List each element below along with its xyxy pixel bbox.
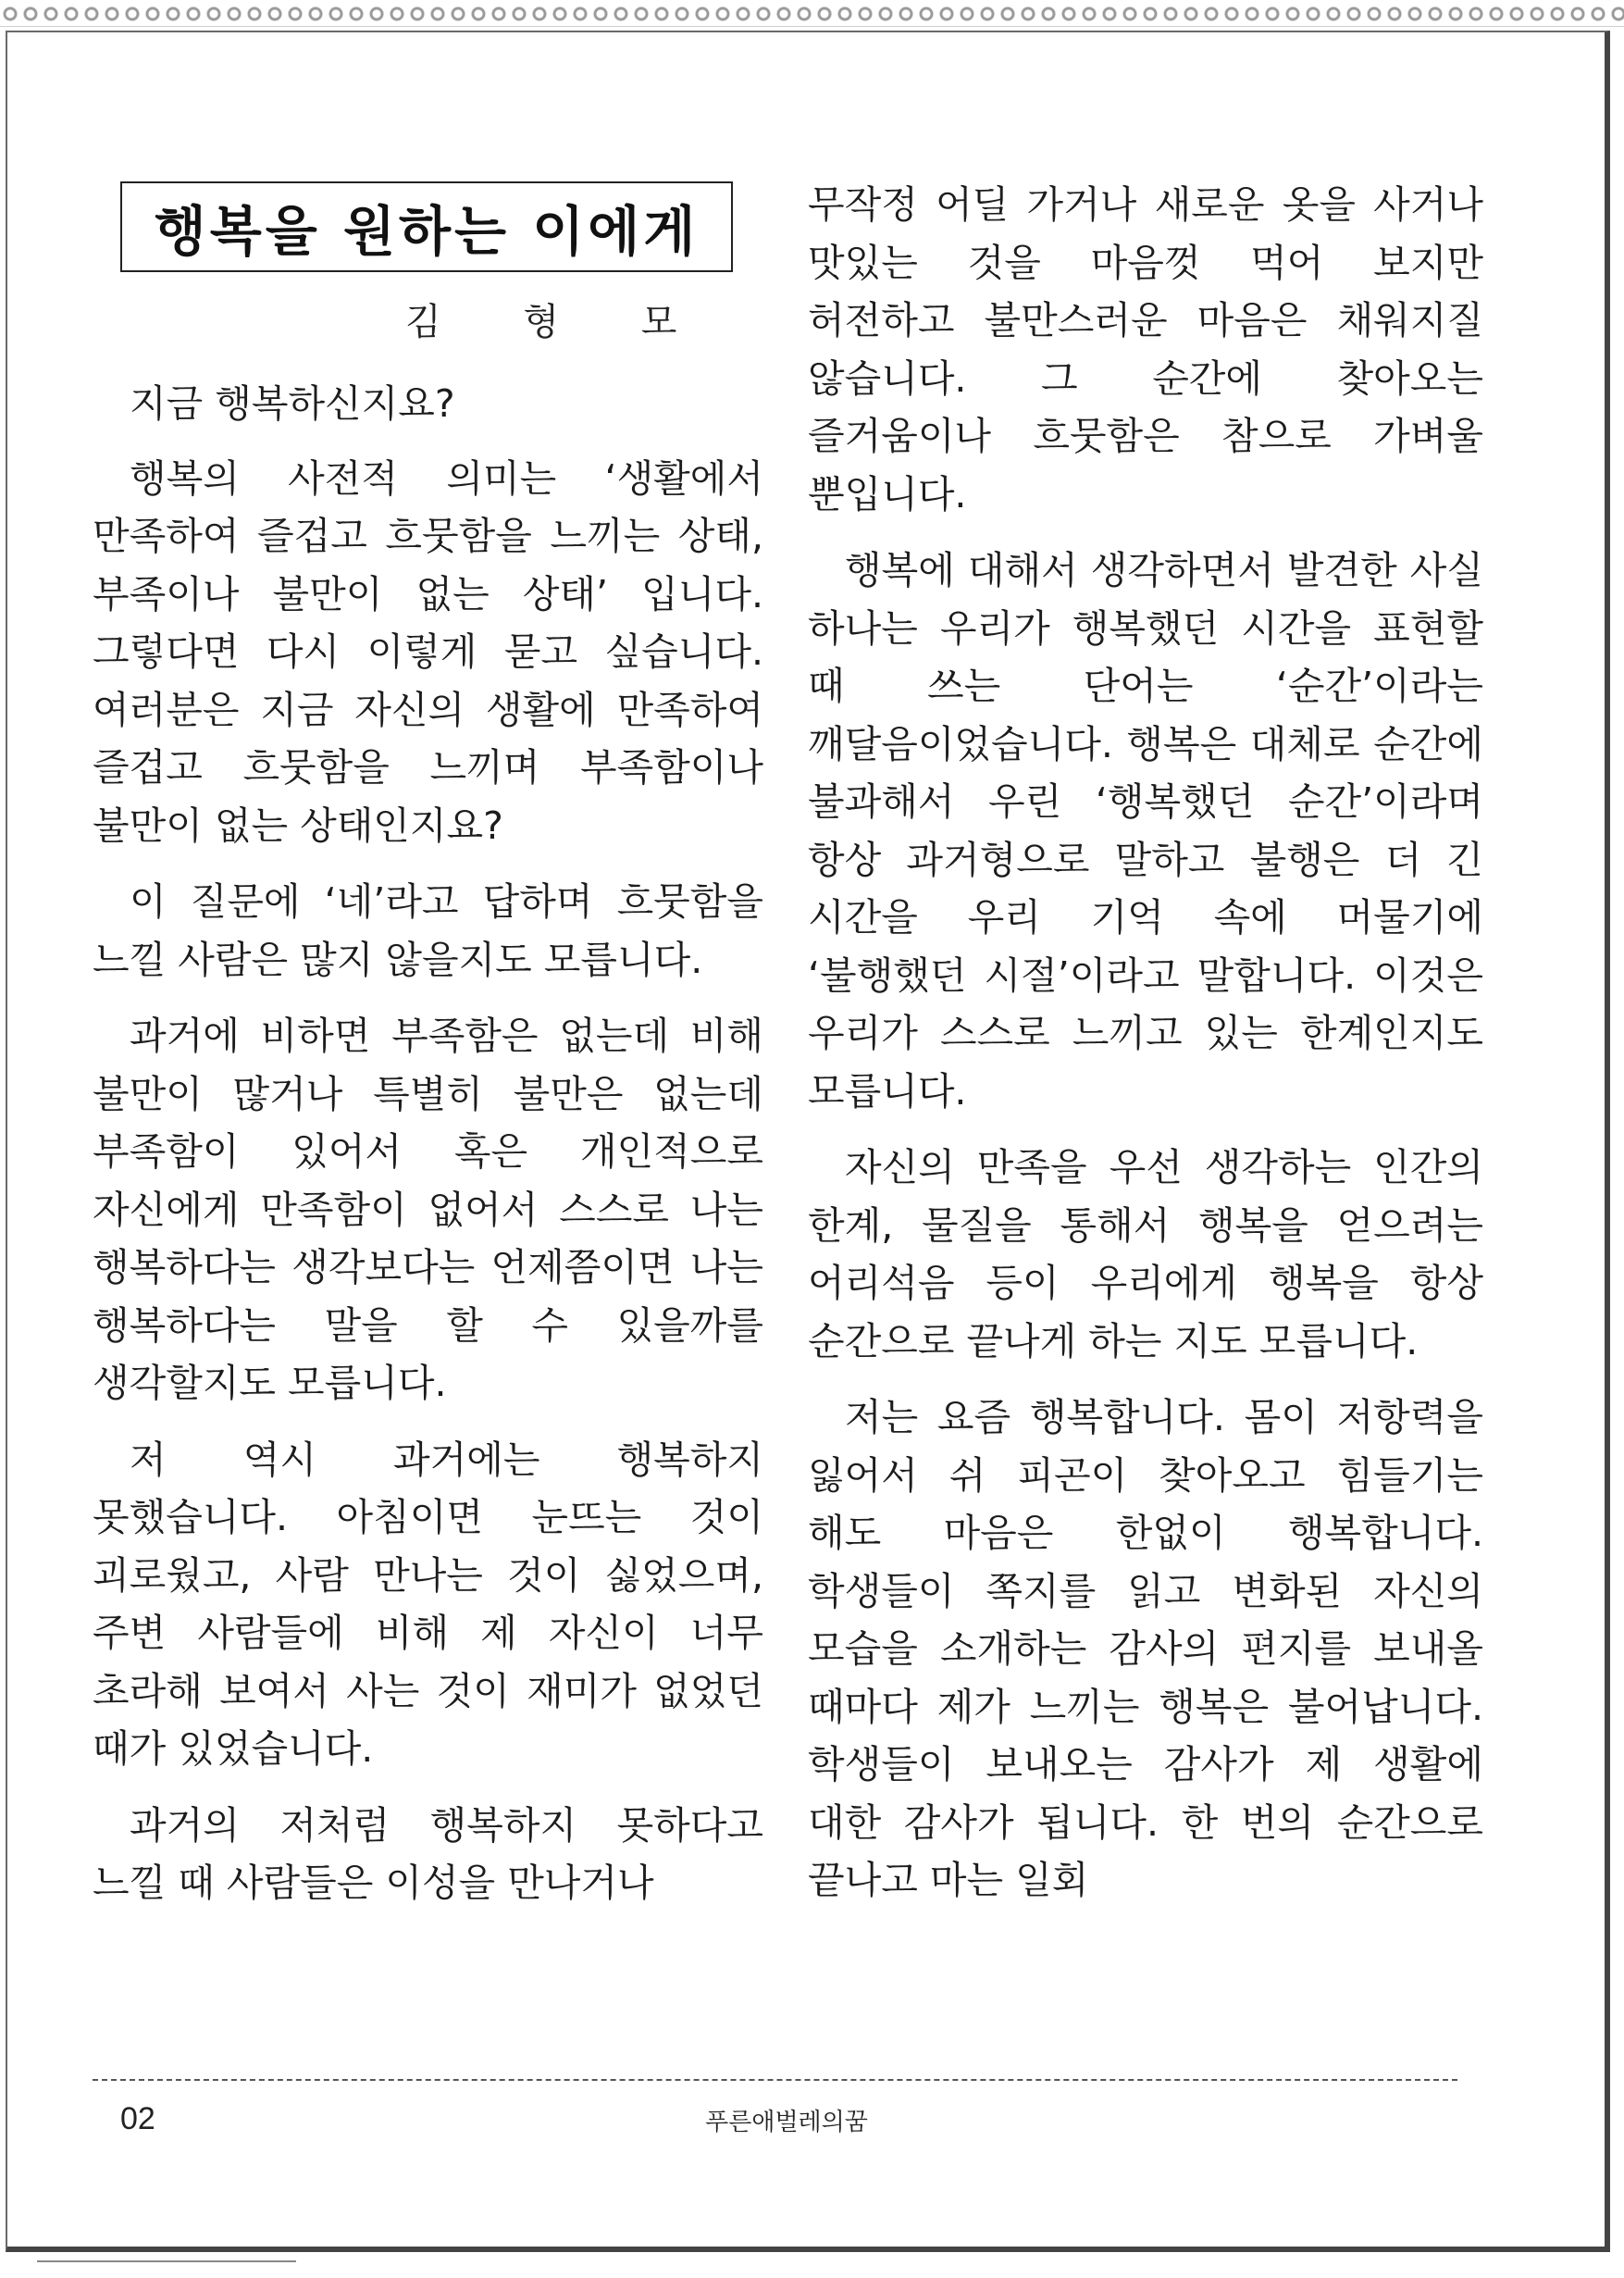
- paragraph: 행복에 대해서 생각하면서 발견한 사실 하나는 우리가 행복했던 시간을 표현할 때 쓰는 단어는 ‘순간’이라는 깨달음이었습니다. 행복은 대체로 순간에 불과해서 우린 ‘행복했던 순간’이라며 항상 과거형으로 말하고 불행은 더 긴 시간을 우리 기억 속에 머물기에 ‘불행했던 시절’이라고 말합니다. 이것은 우리가 스스로 느끼고 있는 한계인지도 모릅니다.: [808, 548, 1483, 1114]
- right-column: [808, 139, 1483, 1910]
- article-title: 행복을 원하는 이에게: [120, 181, 733, 272]
- binding-edge: [0, 26, 1624, 27]
- footer-divider: [93, 2079, 1457, 2081]
- paragraph: 과거의 저처럼 행복하지 못하다고 느낄 때 사람들은 이성을 만나거나: [93, 1802, 763, 1905]
- paragraph: 과거에 비하면 부족함은 없는데 비해 불만이 많거나 특별히 불만은 없는데 부족함이 있어서 혹은 개인적으로 자신에게 만족함이 없어서 스스로 나는 행복하다는 생각보다는 언제쯤이면 나는 행복하다는 말을 할 수 있을까를 생각할지도 모릅니다.: [93, 1014, 763, 1405]
- left-column: [93, 139, 763, 1912]
- paragraph: 저는 요즘 행복합니다. 몸이 저항력을 잃어서 쉬 피곤이 찾아오고 힘들기는 해도 마음은 한없이 행복합니다. 학생들이 쪽지를 읽고 변화된 자신의 모습을 소개하는 감사의 편지를 보내올 때마다 제가 느끼는 행복은 불어납니다. 학생들이 보내오는 감사가 제 생활에 대한 감사가 됩니다. 한 번의 순간으로 끝나고 마는 일회: [808, 1395, 1483, 1902]
- paragraph: 지금 행복하신지요?: [130, 381, 455, 426]
- paragraph: 이 질문에 ‘네’라고 답하며 흐뭇함을 느낄 사람은 많지 않을지도 모릅니다.: [93, 879, 763, 982]
- paragraph: 저 역시 과거에는 행복하지 못했습니다. 아침이면 눈뜨는 것이 괴로웠고, 사람 만나는 것이 싫었으며, 주변 사람들에 비해 제 자신이 너무 초라해 보여서 사는 것이 재미가 없었던 때가 있었습니다.: [93, 1437, 763, 1771]
- publication-name: 푸른애벌레의꿈: [705, 2109, 868, 2136]
- paragraph: 무작정 어딜 가거나 새로운 옷을 사거나 맛있는 것을 마음껏 먹어 보지만 허전하고 불만스러운 마음은 채워지질 않습니다. 그 순간에 찾아오는 즐거움이나 흐뭇함은 참으로 가벼울 뿐입니다.: [808, 182, 1483, 517]
- paragraph: 자신의 만족을 우선 생각하는 인간의 한계, 물질을 통해서 행복을 얻으려는 어리석음 등이 우리에게 행복을 항상 순간으로 끝나게 하는 지도 모릅니다.: [808, 1145, 1483, 1363]
- author-name: 김 형 모: [405, 301, 713, 343]
- spiral-binding: [0, 0, 1624, 28]
- page-shadow-line: [37, 2260, 296, 2262]
- paragraph: 행복의 사전적 의미는 ‘생활에서 만족하여 즐겁고 흐뭇함을 느끼는 상태, 부족이나 불만이 없는 상태’ 입니다. 그렇다면 다시 이렇게 묻고 싶습니다. 여러분은 지금 자신의 생활에 만족하여 즐겁고 흐뭇함을 느끼며 부족함이나 불만이 없는 상태인지요?: [93, 455, 763, 848]
- page-number: 02: [120, 2101, 155, 2136]
